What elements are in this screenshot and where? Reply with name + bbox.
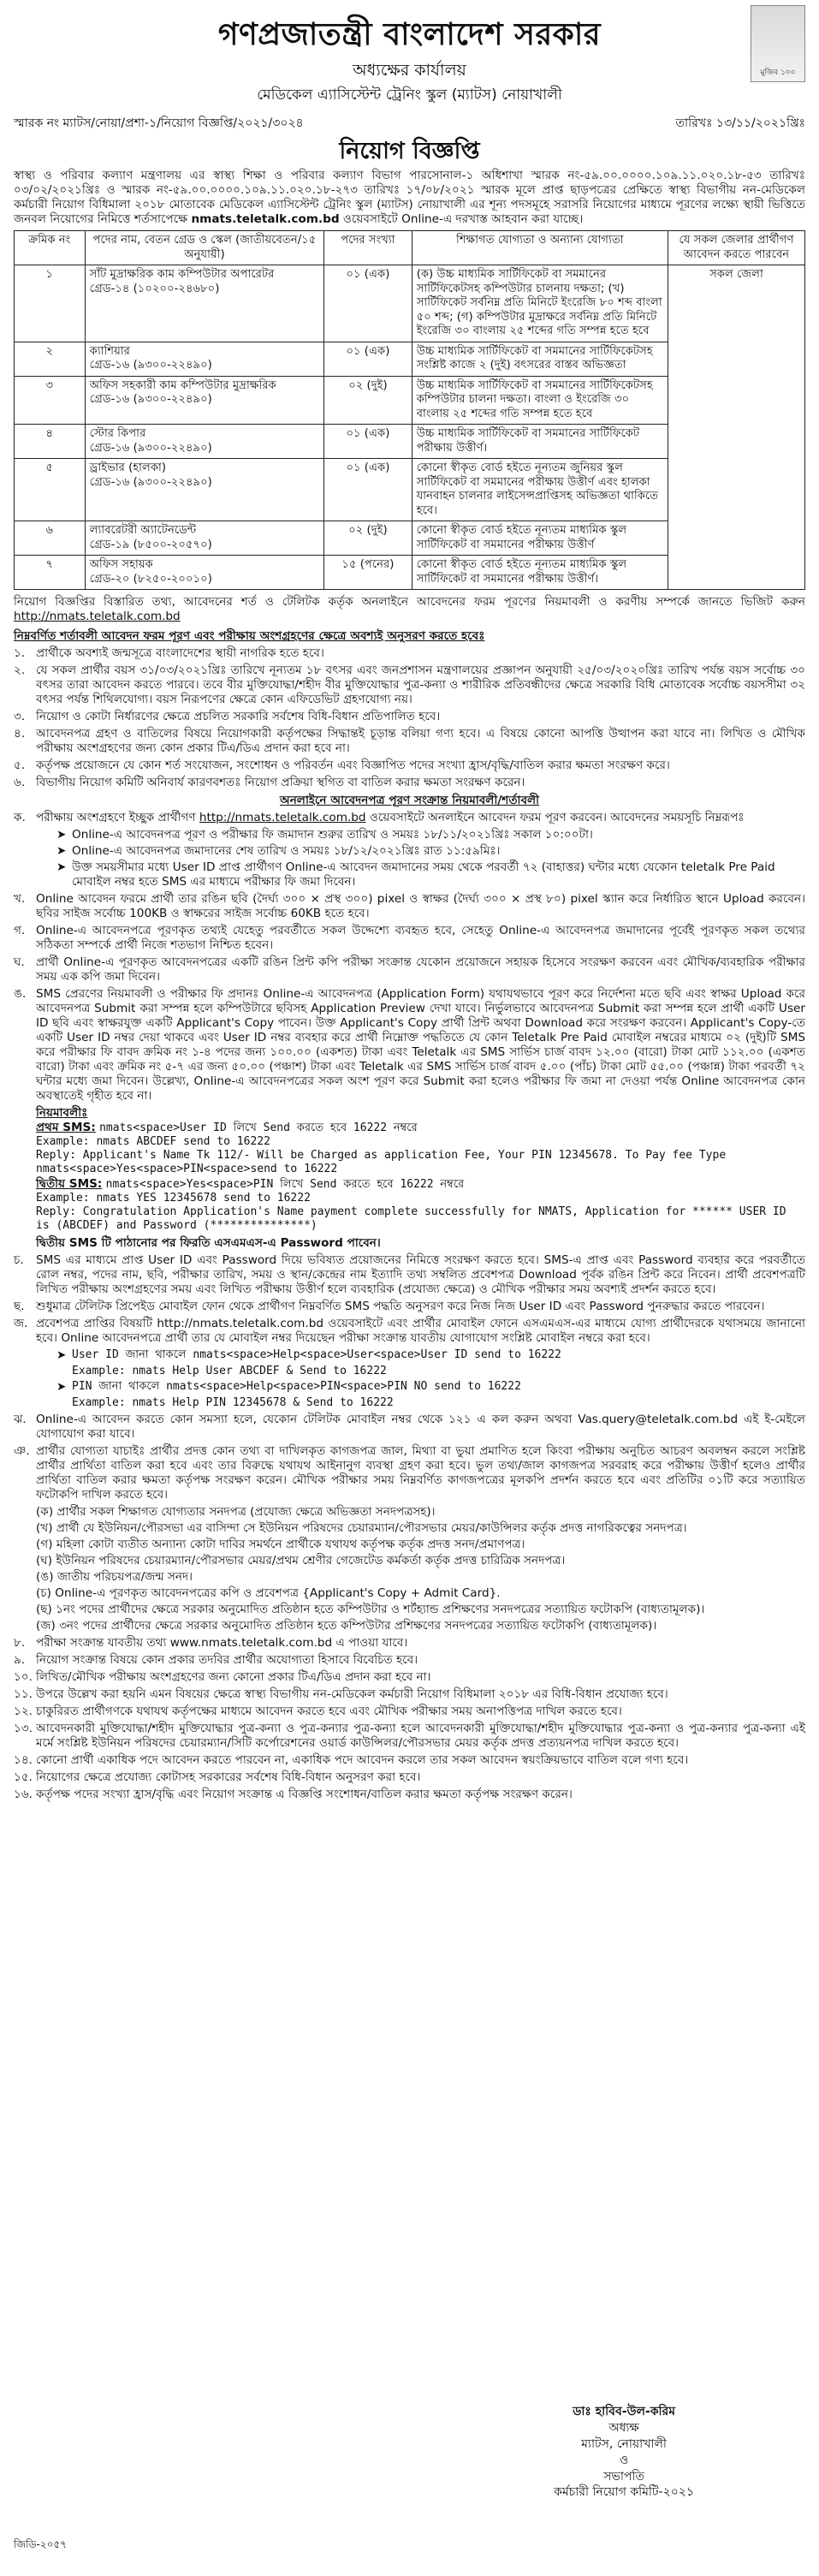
row-qualification: উচ্চ মাধ্যমিক সার্টিফিকেট বা সমমানের সার্টিফিকেটসহ সংশ্লিষ্ট কাজে ২ (দুই) বৎসরের বাস্তব অভিজ্ঞতা: [412, 342, 668, 376]
row-count: ০১ (এক): [324, 459, 412, 521]
portrait-image: [751, 5, 805, 82]
online-item-ka: [14, 811, 805, 825]
row-count: ১৫ (পনের): [324, 556, 412, 590]
after-table-paragraph: [14, 595, 805, 624]
item-text: বিভাগীয় নিয়োগ কমিটি অনিবার্য কারণবশতঃ নিয়োগ প্রক্রিয়া স্থগিত বা বাতিল করার ক্ষমতা সংরক্ষণ করেন।: [36, 776, 525, 790]
row-qualification: কোনো স্বীকৃত বোর্ড হইতে নূন্যতম মাধ্যমিক স্কুল সার্টিফিকেট বা সমমানের পরীক্ষায় উত্তীর্ণ।: [412, 556, 668, 590]
numbered-item: [14, 1653, 805, 1668]
item-number: ১২.: [14, 1704, 33, 1718]
details-link[interactable]: http://nmats.teletalk.com.bd: [14, 610, 181, 624]
table-row: [15, 265, 805, 342]
item-number: ঞ.: [14, 1444, 30, 1458]
sms-second-label: দ্বিতীয় SMS:: [36, 1176, 103, 1191]
post-name: ক্যাশিয়ার: [89, 344, 130, 358]
numbered-item: [14, 1722, 805, 1751]
retrieve-example: Example: nmats Help PIN 12345678 & Send to 16222: [72, 1395, 394, 1409]
intro-paragraph: [14, 169, 805, 227]
header-district: যে সকল জেলার প্রার্থীগণ আবেদন করতে পারবেন: [668, 231, 804, 265]
row-serial: ৫: [15, 459, 86, 521]
portrait-caption: মুজিব ১০০: [760, 68, 796, 77]
item-number: ৮.: [14, 1635, 26, 1650]
conditions-title: নিম্নবর্ণিত শর্তাবলী আবেদন ফরম পূরণ এবং পরীক্ষায় অংশগ্রহণের ক্ষেত্রে অবশ্যই অনুসরণ করতে হবেঃ: [14, 629, 485, 644]
schedule-item: [14, 844, 805, 859]
document-item: (জ) ৩নং পদের প্রার্থীদের ক্ষেত্রে সরকার অনুমোদিত প্রতিষ্ঠান হতে কম্পিউটার প্রশিক্ষণের সনদপত্রের সত্যায়িত ফটোকপি (বাধ্যতামূলক)।: [36, 1618, 657, 1633]
final-item: [14, 1413, 805, 1442]
item-text: পরীক্ষা সংক্রান্ত যাবতীয় তথ্য www.nmats.teletalk.com.bd এ পাওয়া যাবে।: [36, 1635, 408, 1650]
row-count: ০১ (এক): [324, 265, 412, 342]
school-name: মেডিকেল এ্যাসিস্টেন্ট ট্রেনিং স্কুল (ম্যাটস) নোয়াখালী: [257, 86, 562, 104]
item-number: ১৪.: [14, 1752, 33, 1767]
arrow-bullet-icon: ➤: [56, 860, 67, 874]
item-text: যে সকল প্রার্থীর বয়স ৩১/০৩/২০২১খ্রিঃ তারিখে নূন্যতম ১৮ বৎসর এবং জনপ্রশাসন মন্ত্রণালয়ের প্রজ্ঞাপন অনুযায়ী ২৫/০৩/২০২০খ্রিঃ তারিখ পর্যন্ত বয়স সর্বোচ্চ ৩০ বৎসর তারা আবেদন করতে পারবে। তবে বীর মুক্তিযোদ্ধা/শহীদ বীর মুক্তিযোদ্ধার পুত্র-কন্যা ও শারীরিক প্রতিবন্ধীদের ক্ষেত্রে সরকারি বিধি মোতাবেক সর্বোচ্চ বয়সসীমা ৩২ বৎসর পর্যন্ত শিথিলযোগ্য। বয়স নিরূপণের ক্ষেত্রে কোন এফিডেভিট গ্রহণযোগ্য নয়।: [36, 663, 805, 707]
row-count: ০১ (এক): [324, 342, 412, 376]
retrieve-text: PIN জানা থাকলে nmats<space>Help<space>PIN<space>PIN NO send to 16222: [72, 1379, 521, 1393]
post-name: ড্রাইভার (হালকা): [89, 461, 167, 475]
row-qualification: কোনো স্বীকৃত বোর্ড হইতে নূন্যতম জুনিয়র স্কুল সার্টিফিকেট বা সমমানের পরীক্ষায় উত্তীর্ণ এবং হালকা যানবাহন চালনার লাইসেন্সপ্রাপ্তিসহ অভিজ্ঞতা থাকিতে হবে।: [412, 459, 668, 521]
post-name: স্টোর কিপার: [89, 427, 146, 441]
arrow-bullet-icon: ➤: [56, 1379, 67, 1394]
arrow-bullet-icon: ➤: [56, 1347, 67, 1362]
item-number: ২.: [14, 663, 26, 678]
numbered-item: [14, 1670, 805, 1685]
notice-page: [14, 0, 805, 2562]
row-post: [85, 425, 324, 459]
item-text: উপরে উল্লেখ করা হয়নি এমন বিষয়ের ক্ষেত্রে স্বাস্থ্য বিভাগীয় নন-মেডিকেল কর্মচারী নিয়োগ বিধিমালা ২০১৮ এর বিধি-বিধান প্রযোজ্য হবে।: [36, 1687, 668, 1701]
item-text: [36, 811, 805, 825]
sms-second-note: দ্বিতীয় SMS টি পাঠানোর পর ফিরতি এসএমএস-এ Password পাবেন।: [36, 1235, 381, 1250]
final-item: [14, 1444, 805, 1502]
schedule-item: [14, 828, 805, 842]
intro-tail: ওয়েবসাইটে Online-এ দরখাস্ত আহবান করা যাচ্ছে।: [342, 212, 584, 227]
memo-date: তারিখঃ ১৩/১১/২০২১খ্রিঃ: [675, 116, 805, 130]
signatory-committee: কর্মচারী নিয়োগ কমিটি-২০২১: [554, 2485, 694, 2500]
row-serial: ৬: [15, 521, 86, 556]
row-serial: ৪: [15, 425, 86, 459]
item-text: Online-এ আবেদন করতে কোন সমস্যা হলে, যেকোন টেলিটক মোবাইল নম্বর থেকে ১২১ এ কল করুন অথবা Vas.query@teletalk.com.bd এই ই-মেইলে যোগাযোগ করা যাবে।: [36, 1413, 805, 1442]
later-item: [14, 1253, 805, 1297]
item-number: ১.: [14, 646, 26, 661]
row-qualification: কোনো স্বীকৃত বোর্ড হইতে নূন্যতম মাধ্যমিক স্কুল সার্টিফিকেট বা সমমানের পরীক্ষায় উত্তীর্ণ: [412, 521, 668, 556]
memo-line: [14, 116, 805, 132]
sms-first-label: প্রথম SMS:: [36, 1120, 96, 1134]
online-ka-pre: পরীক্ষায় অংশগ্রহণে ইচ্ছুক প্রার্থীগণ: [36, 810, 196, 824]
item-number: ১০.: [14, 1669, 33, 1684]
signatory-title: অধ্যক্ষ: [608, 2420, 639, 2435]
post-name: ল্যাবরেটরী অ্যাটেনডেন্ট: [89, 524, 197, 538]
item-text: নিয়োগ সংক্রান্ত বিষয়ে কোন প্রকার তদবির প্রার্থীর অযোগ্যতা হিসাবে বিবেচিত হবে।: [36, 1652, 418, 1667]
arrow-bullet-icon: ➤: [56, 827, 67, 842]
sms-rules-title: নিয়মাবলীঃ: [36, 1105, 88, 1120]
row-post: [85, 556, 324, 590]
post-grade: গ্রেড-১৬ (৯৩০০-২২৪৯০): [89, 475, 212, 489]
row-qualification: (ক) উচ্চ মাধ্যমিক সার্টিফিকেট বা সমমানের সার্টিফিকেটসহ কম্পিউটার চালনায় দক্ষতা; (খ) সার্টিফিকেট সর্বনিম্ন প্রতি মিনিটে ইংরেজি ৮০ শব্দ বাংলা ৫০ শব্দ; (গ) কম্পিউটার মুদ্রাক্ষরে সর্বনিম্ন প্রতি মিনিটে ইংরেজি ৩০ বাংলায় ২৫ শব্দের গতি সম্পন্ন হতে হবে: [412, 265, 668, 342]
retrieve-example: Example: nmats Help User ABCDEF & Send to 16222: [72, 1364, 387, 1377]
sms-second-example: Example: nmats YES 12345678 send to 16222: [36, 1191, 311, 1205]
retrieve-text: User ID জানা থাকলে nmats<space>Help<space>User<space>User ID send to 16222: [72, 1347, 561, 1361]
item-text: প্রার্থীর যোগ্যতা যাচাইঃ প্রার্থীর প্রদত্ত কোন তথ্য বা দাখিলকৃত কাগজপত্র জাল, মিথ্যা বা ভুয়া প্রমাণিত হলে কিংবা পরীক্ষায় অনুচিত আচরণ অবলম্বন করলে সংশ্লিষ্ট প্রার্থীর প্রার্থিতা বাতিল করা হবে এবং তার বিরুদ্ধে যথাযথ আইনানুগ ব্যবস্থা গ্রহণ করা হবে। ভুল তথ্য/জাল কাগজপত্র সরবরাহ করে পরীক্ষায় উত্তীর্ণ হলেও প্রার্থীর প্রার্থিতা বাতিল করার ক্ষমতা কর্তৃপক্ষ সংরক্ষণ করেন। মৌখিক পরীক্ষার সময় নিম্নবর্ণিত কাগজপত্রের মূলকপি প্রদর্শন করতে হবে এবং প্রতিটির ০১টি করে সত্যায়িত ফটোকপি দাখিল করতে হবে।: [36, 1444, 805, 1502]
item-text: কোনো প্রার্থী একাধিক পদে আবেদন করতে পারবেন না, একাধিক পদে আবেদন করলে তার সকল আবেদন স্বয়ংক্রিয়ভাবে বাতিল বলে গণ্য হবে।: [36, 1752, 689, 1767]
row-post: [85, 459, 324, 521]
post-name: অফিস সহকারী কাম কম্পিউটার মুদ্রাক্ষরিক: [89, 378, 276, 392]
item-number: জ.: [14, 1316, 28, 1330]
posts-table: [14, 230, 805, 590]
item-number: ৯.: [14, 1652, 26, 1667]
schedule-text: উক্ত সময়সীমার মধ্যে User ID প্রাপ্ত প্রার্থীগণ Online-এ আবেদন জমাদানের সময় থেকে পরবর্তী ৭২ (বাহাত্তর) ঘন্টার মধ্যে যেকোন teletalk Pre Paid মোবাইল নম্বর হতে SMS এর মাধ্যমে পরীক্ষার ফি জমা দিবেন।: [72, 860, 775, 889]
header-qualification: শিক্ষাগত যোগ্যতা ও অন্যান্য যোগ্যতা: [412, 231, 668, 265]
row-serial: ২: [15, 342, 86, 376]
document-item: (চ) Online-এ পূরণকৃত আবেদনপত্রের কপি ও প্রবেশপত্র {Applicant's Copy + Admit Card}.: [36, 1585, 501, 1600]
post-name: সাঁট মুদ্রাক্ষরিক কাম কম্পিউটার অপারেটর: [89, 268, 275, 282]
sms-first: [14, 1121, 805, 1135]
numbered-item: [14, 1687, 805, 1702]
numbered-item: [14, 1636, 805, 1651]
document-item: (ক) প্রার্থীর সকল শিক্ষাগত যোগ্যতার সনদপত্র (প্রযোজ্য ক্ষেত্রে অভিজ্ঞতা সনদপত্রসহ)।: [36, 1504, 436, 1519]
item-number: ক.: [14, 810, 26, 824]
row-post: [85, 342, 324, 376]
row-district: সকল জেলা: [668, 265, 804, 590]
item-text: আবেদনকারী মুক্তিযোদ্ধা/শহীদ মুক্তিযোদ্ধার পুত্র-কন্যা ও পুত্র-কন্যার পুত্র-কন্যা হলে আবেদনকারী মুক্তিযোদ্ধা/শহীদ মুক্তিযোদ্ধার পুত্র-কন্যা ও পুত্র-কন্যার পুত্র-কন্যা এই মর্মে সংশ্লিষ্ট ইউনিয়ন পরিষদের চেয়ারম্যান/সিটি কর্পোরেশনের ওয়ার্ড কাউন্সিলর/পৌরসভার মেয়র কর্তৃক প্রদত্ত প্রত্যয়নপত্র দাখিল করতে হবে।: [36, 1721, 805, 1750]
item-number: ঝ.: [14, 1413, 27, 1427]
sms-first-example: Example: nmats ABCDEF send to 16222: [36, 1134, 270, 1148]
signatory-and: ও: [619, 2453, 629, 2467]
item-number: ১৩.: [14, 1721, 33, 1735]
online-item: [14, 987, 805, 1104]
document-item: (ছ) ১নং পদের প্রার্থীদের ক্ষেত্রে সরকার অনুমোদিত প্রতিষ্ঠান হতে কম্পিউটার ও শর্টহ্যান্ড প্রশিক্ষণের সনদপত্রের সত্যায়িত ফটোকপি (বাধ্যতামূলক)।: [36, 1602, 705, 1616]
item-text: কর্তৃপক্ষ পদের সংখ্যা হ্রাস/বৃদ্ধি এবং নিয়োগ সংক্রান্ত এ বিজ্ঞপ্তি সংশোধন/বাতিল করার ক্ষমতা কর্তৃপক্ষ সংরক্ষণ করেন।: [36, 1787, 573, 1801]
footer-code: জিডি-২০৫৭: [14, 2538, 67, 2550]
item-text: নিয়োগ ও কোটা নির্ধারণের ক্ষেত্রে প্রচলিত সরকারি সর্বশেষ বিধি-বিধান প্রতিপালিত হবে।: [36, 710, 441, 724]
sms-first-text: nmats<space>User ID লিখে Send করতে হবে 16222 নম্বরে: [99, 1121, 418, 1134]
table-header-row: [15, 231, 805, 265]
online-ka-post: ওয়েবসাইটে অনলাইনে আবেদন ফরম পূরণ করবেন। আবেদনের সময়সূচি নিম্নরূপঃ: [369, 810, 745, 824]
item-number: ছ.: [14, 1299, 25, 1313]
item-number: ৫.: [14, 759, 26, 773]
item-text: চাকুরিরত প্রার্থীগণকে যথাযথ কর্তৃপক্ষের মাধ্যমে আবেদন করতে হবে এবং মৌখিক পরীক্ষার সময় অনাপত্তিপত্র দাখিল করতে হবে।: [36, 1704, 622, 1718]
row-count: ০২ (দুই): [324, 376, 412, 425]
row-qualification: উচ্চ মাধ্যমিক সার্টিফিকেট বা সমমানের সার্টিফিকেট পরীক্ষায় উত্তীর্ণ।: [412, 425, 668, 459]
online-item: [14, 892, 805, 921]
item-number: ঘ.: [14, 955, 25, 969]
document-item: (খ) প্রার্থী যে ইউনিয়ন/পৌরসভা এর বাসিন্দা সে ইউনিয়ন পরিষদের চেয়ারম্যান/পৌরসভার মেয়র/কাউন্সিলর কর্তৃক প্রদত্ত নাগরিকত্বের সনদপত্র।: [36, 1520, 687, 1535]
sms-second: [14, 1177, 805, 1192]
retrieve-item: [14, 1380, 805, 1395]
row-post: [85, 521, 324, 556]
notice-title: নিয়োগ বিজ্ঞপ্তি: [339, 137, 480, 164]
row-serial: ৩: [15, 376, 86, 425]
row-post: [85, 376, 324, 425]
later-item: [14, 1317, 805, 1346]
signature-block: [554, 2404, 694, 2501]
post-grade: গ্রেড-১৪ (১০২০০-২৪৬৮০): [89, 282, 220, 295]
row-count: ০১ (এক): [324, 425, 412, 459]
document-item: (ঙ) জাতীয় পরিচয়পত্র/জন্ম সনদ।: [36, 1569, 193, 1584]
sms-first-reply: Reply: Applicant's Name Tk 112/- Will be Charged as application Fee, Your PIN 12345678. To Pay fee Type nmats<space>Yes<space>PIN<space>send to 16222: [36, 1149, 727, 1176]
item-number: ঙ.: [14, 986, 27, 1001]
online-item: [14, 955, 805, 985]
item-text: নিয়োগের ক্ষেত্রে প্রযোজ্য কোটাসহ সরকারের সর্বশেষ বিধি-বিধান অনুসরণ করা হবে।: [36, 1770, 421, 1784]
online-title: অনলাইনে আবেদনপত্র পূরণ সংক্রান্ত নিয়মাবলী/শর্তাবলী: [279, 794, 540, 807]
signatory-role: সভাপতি: [603, 2469, 644, 2484]
after-table-text: নিয়োগ বিজ্ঞপ্তির বিস্তারিত তথ্য, আবেদনের শর্ত ও টেলিটক কর্তৃক অনলাইনে আবেদনের ফরম পূরণের নিয়মাবলী ও করণীয় সম্পর্কে জানতে ভিজিট করুন: [14, 595, 805, 610]
government-title: গণপ্রজাতন্ত্রী বাংলাদেশ সরকার: [217, 17, 602, 52]
signatory-org: ম্যাটস, নোয়াখালী: [581, 2436, 667, 2451]
numbered-item: [14, 1770, 805, 1785]
arrow-bullet-icon: ➤: [56, 843, 67, 858]
item-number: ১৫.: [14, 1770, 33, 1784]
item-text: শুধুমাত্র টেলিটক প্রিপেইড মোবাইল ফোন থেকে প্রার্থীগণ নিম্নবর্ণিত SMS পদ্ধতি অনুসরণ করে নিজ নিজ User ID এবং Password পুনরুদ্ধার করতে পারবেন।: [36, 1299, 765, 1313]
post-grade: গ্রেড-১৯ (৮৫০০-২০৫৭০): [89, 538, 212, 551]
condition-item: [14, 646, 805, 661]
document-item: (গ) মহিলা কোটা ব্যতীত অন্যান্য কোটা দাবির সমর্থনে প্রার্থীকে যথাযথ কর্তৃপক্ষ কর্তৃক প্রদত্ত সনদ/প্রমাণপত্র।: [36, 1537, 525, 1551]
item-number: গ.: [14, 923, 26, 937]
item-number: ১৬.: [14, 1787, 33, 1801]
header-serial: ক্রমিক নং: [15, 231, 86, 265]
numbered-item: [14, 1753, 805, 1768]
item-text: আবেদনপত্র গ্রহণ ও বাতিলের বিষয়ে নিয়োগকারী কর্তৃপক্ষের সিদ্ধান্তই চূড়ান্ত বলিয়া গণ্য হবে। এ বিষয়ে কোনো আপত্তি উত্থাপন করা যাবে না। লিখিত ও মৌখিক পরীক্ষায় অংশগ্রহণের জন্য কোন প্রকার টিএ/ডিএ প্রদান করা হবে না।: [36, 727, 805, 756]
schedule-item: [14, 860, 805, 889]
item-text: প্রবেশপত্র প্রাপ্তির বিষয়টি http://nmats.teletalk.com.bd ওয়েবসাইটে এবং প্রার্থীর মোবাইল ফোনে এসএমএস-এর মাধ্যমে যোগ্য প্রার্থীদেরকে যথাসময়ে জানানো হবে। Online আবেদনপত্রে প্রার্থী তার যে মোবাইল নম্বর দিয়েছেন পরীক্ষা সংক্রান্ত যাবতীয় যোগাযোগ সংশ্লিষ্ট মোবাইল নম্বরে করা হবে।: [36, 1316, 805, 1345]
sms-second-text: nmats<space>Yes<space>PIN লিখে Send করতে হবে 16222 নম্বরে: [105, 1177, 465, 1191]
intro-text: স্বাস্থ্য ও পরিবার কল্যাণ মন্ত্রণালয় এর স্বাস্থ্য শিক্ষা ও পরিবার কল্যাণ বিভাগ পারসোনাল-১ অধিশাখা স্মারক নং-৫৯.০০.০০০০.১০৯.১১.০২০.১৮-৫৩ তারিখঃ ০৩/০২/২০২১খ্রিঃ ও স্মারক নং-৫৯.০০.০০০০.১০৯.১১.০২০.১৮-২৭৩ তারিখঃ ১৭/০৮/২০২১ স্মারক মূলে প্রাপ্ত ছাড়পত্রের প্রেক্ষিতে স্বাস্থ্য বিভাগীয় নন-মেডিকেল কর্মচারী নিয়োগ বিধিমালা ২০১৮ মোতাবেক মেডিকেল এ্যাসিস্টেন্ট ট্রেনিং স্কুল (ম্যাটস) নোয়াখালী এর শূন্য পদসমূহে সরাসরি নিয়োগের মাধ্যমে পূরণের লক্ষ্যে স্থায়ী ভিত্তিতে জনবল নিয়োগের নিমিত্তে শর্তসাপেক্ষে: [14, 169, 805, 227]
item-text: Online-এ আবেদনপত্রে পূরণকৃত তথ্যই যেহেতু পরবর্তীতে সকল উদ্দেশ্যে ব্যবহৃত হবে, সেহেতু Online-এ আবেদনপত্র জমাদানের পূর্বেই পূরণকৃত সকল তথ্যের সঠিকতা সম্পর্কে প্রার্থী নিজে শতভাগ নিশ্চিত হবেন।: [36, 923, 805, 952]
retrieve-item: [14, 1348, 805, 1363]
header-count: পদের সংখ্যা: [324, 231, 412, 265]
post-grade: গ্রেড-১৬ (৯৩০০-২২৪৯০): [89, 441, 212, 455]
condition-item: [14, 776, 805, 790]
row-post: [85, 265, 324, 342]
intro-link[interactable]: nmats.teletalk.com.bd: [191, 212, 340, 227]
item-text: SMS প্রেরণের নিয়মাবলী ও পরীক্ষার ফি প্রদানঃ Online-এ আবেদনপত্র (Application Form) যথাযথভাবে পূরণ করে নির্দেশনা মতে ছবি এবং স্বাক্ষর Upload করে আবেদনপত্র Submit করা সম্পন্ন হলে কম্পিউটারে ছবিসহ Application Preview দেখা যাবে। নির্ভুলভাবে আবেদনপত্র Submit করা সম্পন্ন হলে প্রার্থী একটি User ID ছবি এবং স্বাক্ষরযুক্ত একটি Applicant's Copy পাবেন। উক্ত Applicant's Copy প্রার্থী প্রিন্ট অথবা Download করে সংরক্ষণ করবেন। Applicant's Copy-তে একটি User ID নম্বর দেয়া থাকবে এবং User ID নম্বর ব্যবহার করে প্রার্থী নিম্নোক্ত পদ্ধতিতে যে কোন Teletalk Pre Paid মোবাইল নম্বরের মাধ্যমে ০২ (দুই)টি SMS করে পরীক্ষার ফি বাবদ ক্রমিক নং ১-৪ পদের জন্য ১০০.০০ (একশত) টাকা এবং Teletalk এর SMS সার্ভিস চার্জ বাবদ ১২.০০ (বারো) টাকা মোট ১১২.০০ (একশত বারো) টাকা এবং ক্রমিক নং ৫-৭ এর জন্য ৫০.০০ (পঞ্চাশ) টাকা এবং Teletalk এর SMS সার্ভিস চার্জ বাবদ ৫.০০ (পাঁচ) টাকা মোট ৫৫.০০ (পঞ্চান্ন) টাকা পরবর্তী ৭২ ঘন্টার মধ্যে জমা দিবেন। উল্লেখ্য, Online-এ আবেদনপত্রের সকল অংশ পূরণ করে Submit করা হলেও পরীক্ষার ফি জমা না দেওয়া পর্যন্ত Online আবেদনপত্র কোন অবস্থাতেই গৃহীত হবে না।: [36, 986, 805, 1103]
item-text: SMS এর মাধ্যমে প্রাপ্ত User ID এবং Password দিয়ে ভবিষ্যত প্রয়োজনের নিমিত্তে সংরক্ষণ করতে হবে। SMS-এ প্রাপ্ত এবং Password ব্যবহার করে পরবর্তীতে রোল নম্বর, পদের নাম, ছবি, পরীক্ষার তারিখ, সময় ও স্থান/কেন্দ্রের নাম ইত্যাদি তথ্য সম্বলিত প্রবেশপত্র Download পূর্বক রঙিন প্রিন্ট করে নিবেন। প্রার্থী প্রবেশপত্রটি লিখিত পরীক্ষায় অংশগ্রহণের সময় এবং লিখিত পরীক্ষায় উত্তীর্ণ হলে ব্যবহারিক (প্রযোজ্য ক্ষেত্রে) ও মৌখিক পরীক্ষার সময় অবশ্যই প্রদর্শন করতে হবে।: [36, 1252, 805, 1296]
online-item: [14, 924, 805, 953]
item-number: ৩.: [14, 710, 26, 724]
condition-item: [14, 759, 805, 773]
row-serial: ৭: [15, 556, 86, 590]
item-number: চ.: [14, 1252, 24, 1267]
item-text: প্রার্থীকে অবশ্যই জন্মসূত্রে বাংলাদেশের স্থায়ী নাগরিক হতে হবে।: [36, 646, 324, 661]
header-post: পদের নাম, বেতন গ্রেড ও স্কেল (জাতীয়বেতন/১৫ অনুযায়ী): [85, 231, 324, 265]
schedule-text: Online-এ আবেদনপত্র পূরণ ও পরীক্ষার ফি জমাদান শুরুর তারিখ ও সময়ঃ ১৮/১১/২০২১খ্রিঃ সকাল ১০:০০টা।: [72, 827, 593, 842]
item-text: কর্তৃপক্ষ প্রয়োজনে যে কোন শর্ত সংযোজন, সংশোধন ও পরিবর্তন এবং বিজ্ঞাপিত পদের সংখ্যা হ্রাস/বৃদ্ধি/বাতিল করার ক্ষমতা সংরক্ষণ করে।: [36, 759, 670, 773]
signatory-name: ডাঃ হাবিব-উল-করিম: [573, 2405, 676, 2418]
row-qualification: উচ্চ মাধ্যমিক সার্টিফিকেট বা সমমানের সার্টিফিকেটসহ কম্পিউটার চালনা দক্ষতা। বাংলা ও ইংরেজি ৩০ বাংলায় ২৫ শব্দের গতি সম্পন্ন হতে হবে: [412, 376, 668, 425]
memo-number: স্মারক নং ম্যাটস/নোয়া/প্রশা-১/নিয়োগ বিজ্ঞপ্তি/২০২১/৩০২৪: [14, 116, 304, 130]
item-text: লিখিত/মৌখিক পরীক্ষায় অংশগ্রহণের জন্য কোনো প্রকার টিএ/ডিএ প্রদান করা হবে না।: [36, 1669, 431, 1684]
numbered-item: [14, 1788, 805, 1802]
later-item: [14, 1300, 805, 1314]
condition-item: [14, 663, 805, 707]
schedule-text: Online-এ আবেদনপত্র জমাদানের শেষ তারিখ ও সময়ঃ ১৮/১২/২০২১খ্রিঃ রাত ১১:৫৯মিঃ।: [72, 843, 501, 858]
post-grade: গ্রেড-২০ (৮২৫০-২০০১০): [89, 572, 212, 586]
numbered-item: [14, 1704, 805, 1719]
document-item: (ঘ) ইউনিয়ন পরিষদের চেয়ারম্যান/পৌরসভার মেয়র/প্রথম শ্রেণীর গেজেটেড কর্মকর্তা কর্তৃক প্রদত্ত চারিত্রিক সনদপত্র।: [36, 1553, 566, 1568]
sms-second-reply: Reply: Congratulation Application's Name payment complete successfully for NMATS, Application for ****** USER ID is (ABCDEF) and Password (***************): [36, 1205, 786, 1233]
post-grade: গ্রেড-১৬ (৯৩০০-২২৪৯০): [89, 393, 212, 407]
apply-link[interactable]: http://nmats.teletalk.com.bd: [199, 810, 366, 824]
item-number: খ.: [14, 891, 26, 906]
item-number: ৬.: [14, 776, 26, 790]
item-number: ৪.: [14, 727, 26, 741]
item-text: Online আবেদন ফরমে প্রার্থী তার রঙিন ছবি (দৈর্ঘ্য ৩০০ × প্রস্থ ৩০০) pixel ও স্বাক্ষর (দৈর্ঘ্য ৩০০ × প্রস্থ ৮০) pixel স্ক্যান করে নির্ধারিত স্থানে Upload করবেন। ছবির সাইজ সর্বোচ্চ 100KB ও স্বাক্ষরের সাইজ সর্বোচ্চ 60KB হতে হবে।: [36, 891, 805, 920]
condition-item: [14, 727, 805, 756]
row-count: ০২ (দুই): [324, 521, 412, 556]
office-name: অধ্যক্ষের কার্যালয়: [353, 61, 466, 80]
row-serial: ১: [15, 265, 86, 342]
item-text: প্রার্থী Online-এ পূরণকৃত আবেদনপত্রের একটি রঙিন প্রিন্ট কপি পরীক্ষা সংক্রান্ত যেকোন প্রয়োজনে সহায়ক হিসেবে সংরক্ষণ করবেন এবং মৌখিক/ব্যবহারিক পরীক্ষার সময় এক কপি জমা দিবেন।: [36, 955, 805, 984]
post-grade: গ্রেড-১৬ (৯৩০০-২২৪৯০): [89, 359, 212, 372]
condition-item: [14, 710, 805, 724]
post-name: অফিস সহায়ক: [89, 558, 153, 572]
item-number: ১১.: [14, 1687, 33, 1701]
